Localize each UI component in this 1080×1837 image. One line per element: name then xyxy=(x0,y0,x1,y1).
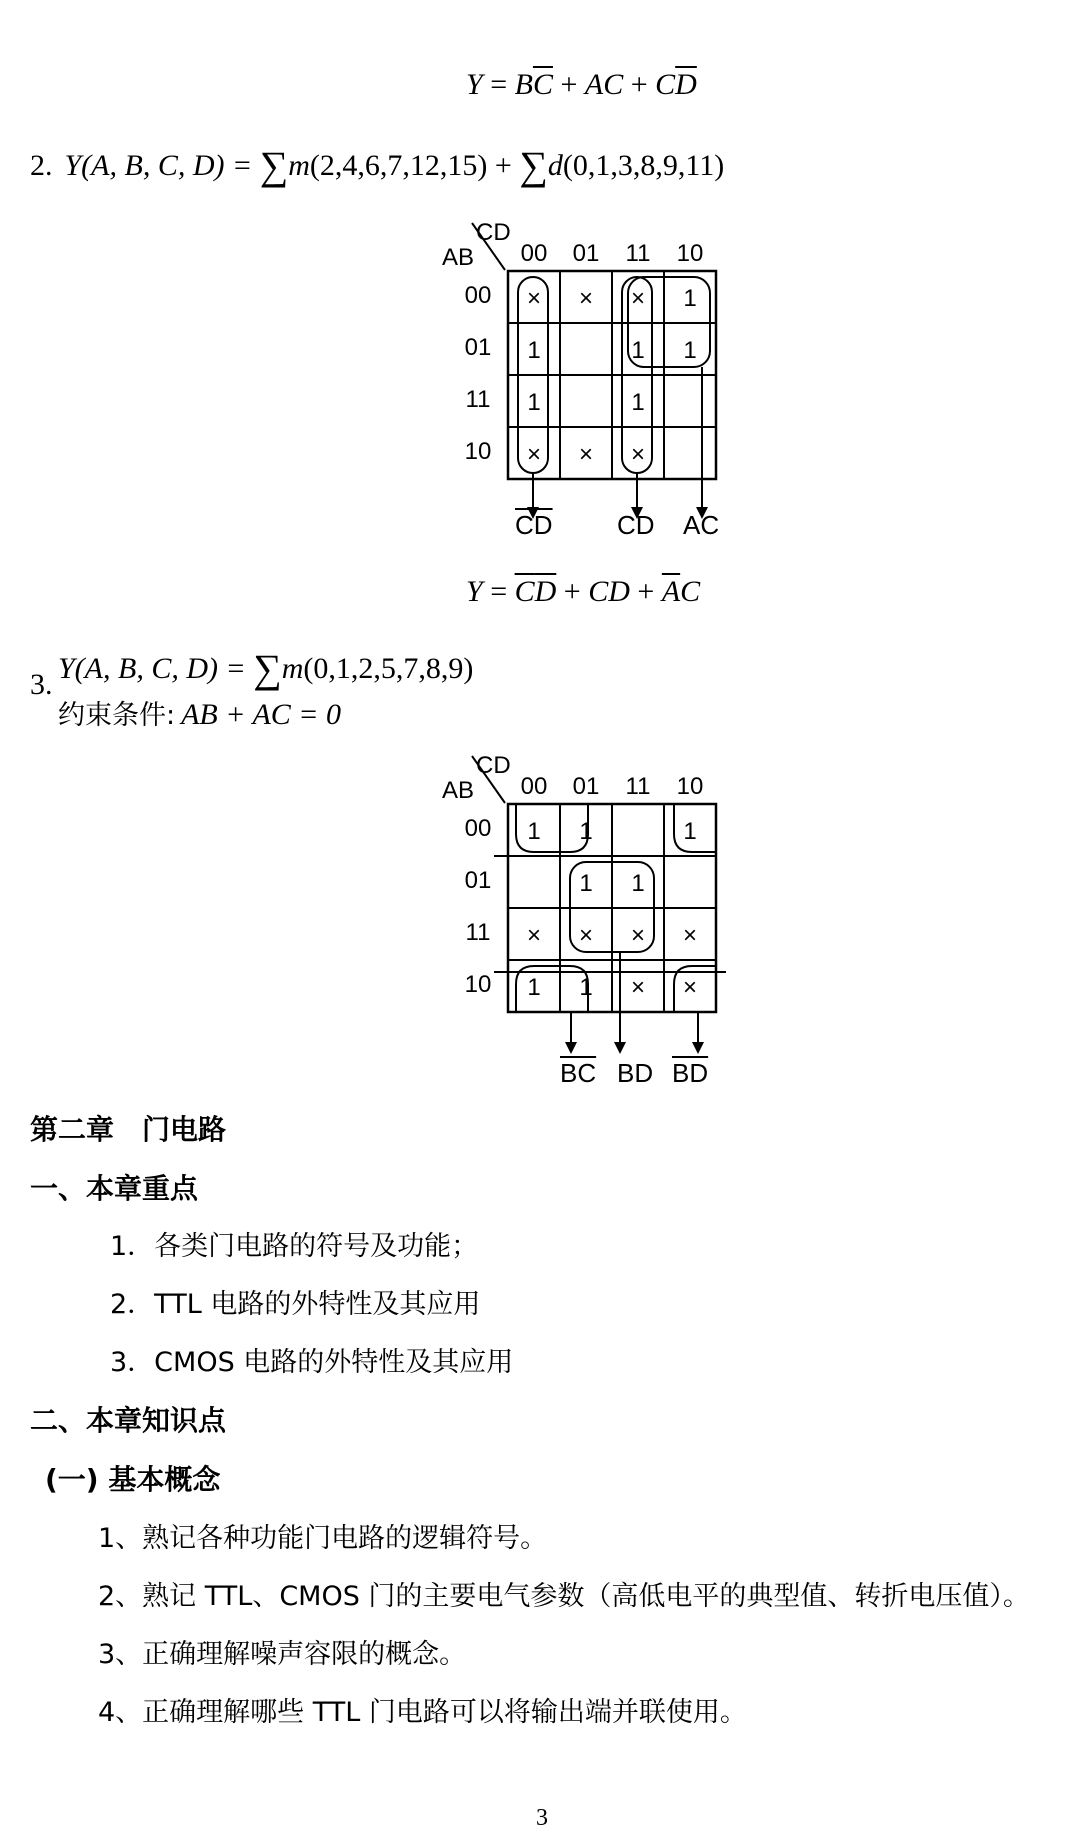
kmap1-col-0: 00 xyxy=(520,240,548,267)
kmap1-cell-0-3: 1 xyxy=(683,285,697,312)
kmap2-cell-3-1: 1 xyxy=(579,974,593,1001)
subsection-1-heading: (一) 基本概念 xyxy=(45,1463,221,1496)
kmap2-arrowhead xyxy=(565,1042,577,1054)
concept-2: 2、熟记 TTL、CMOS 门的主要电气参数（高低电平的典型值、转折电压值）。 xyxy=(98,1581,1030,1612)
kmap2-cell-2-0: × xyxy=(526,922,542,949)
kmap1-cell-3-0: × xyxy=(526,441,542,468)
key-point-1: 1．各类门电路的符号及功能； xyxy=(110,1231,479,1262)
kmap2-row-3: 10 xyxy=(464,971,492,998)
kmap2-row-0: 00 xyxy=(464,815,492,842)
kmap2-cell-2-2: × xyxy=(630,922,646,949)
key-point-2: 2．TTL 电路的外特性及其应用 xyxy=(110,1289,481,1320)
kmap1-cell-2-0: 1 xyxy=(527,389,541,416)
kmap1-col-3: 10 xyxy=(676,240,704,267)
item-3-constraint: 约束条件: AB + AC = 0 xyxy=(58,698,342,731)
concept-1: 1、熟记各种功能门电路的逻辑符号。 xyxy=(98,1523,548,1554)
kmap1-var-cd: CD xyxy=(476,219,511,246)
kmap1-row-0: 00 xyxy=(464,282,492,309)
kmap1-cell-1-3: 1 xyxy=(683,337,697,364)
kmap2-label-3: $\overline{BD}$ xyxy=(672,1058,709,1088)
kmap2-row-1: 01 xyxy=(464,867,492,894)
kmap2-col-1: 01 xyxy=(572,773,600,800)
kmap2-var-ab: AB xyxy=(442,777,475,804)
kmap1-cell-3-1: × xyxy=(578,441,594,468)
kmap1-cell-3-2: × xyxy=(630,441,646,468)
kmap2-cell-1-1: 1 xyxy=(579,870,593,897)
kmap1-cell-1-2: 1 xyxy=(631,337,645,364)
kmap2-var-cd: CD xyxy=(476,752,511,779)
kmap2-cell-3-0: 1 xyxy=(527,974,541,1001)
key-point-3: 3．CMOS 电路的外特性及其应用 xyxy=(110,1347,514,1378)
equation-2: $Y = \overline{C}\overline{D}$ + CD + $\overline{A}C$ xyxy=(466,575,701,608)
page-number: 3 xyxy=(536,1805,548,1831)
kmap2-row-2: 11 xyxy=(465,919,491,946)
kmap2-col-2: 11 xyxy=(625,773,651,800)
kmap2-arrowhead xyxy=(692,1042,704,1054)
karnaugh-map-1 xyxy=(430,215,770,545)
kmap2-col-0: 00 xyxy=(520,773,548,800)
kmap2-cell-2-3: × xyxy=(682,922,698,949)
kmap2-cell-0-1: 1 xyxy=(579,818,593,845)
kmap2-label-1: $\overline{BC}$ xyxy=(560,1058,597,1088)
item-3-number: 3. xyxy=(30,668,53,701)
kmap1-label-3: AC xyxy=(683,510,720,540)
kmap2-arrowhead xyxy=(614,1042,626,1054)
kmap1-var-ab: AB xyxy=(442,244,475,271)
kmap2-col-3: 10 xyxy=(676,773,704,800)
kmap1-cell-0-1: × xyxy=(578,285,594,312)
kmap1-col-1: 01 xyxy=(572,240,600,267)
section-1-heading: 一、本章重点 xyxy=(30,1172,199,1205)
kmap1-cell-1-0: 1 xyxy=(527,337,541,364)
kmap1-label-2: CD xyxy=(617,510,655,540)
kmap2-label-2: BD xyxy=(617,1058,654,1088)
item-2-expression: 2. Y(A, B, C, D) = ∑m(2,4,6,7,12,15) + ∑d(0,1,3,8,9,11) xyxy=(30,143,725,188)
kmap2-cell-1-2: 1 xyxy=(631,870,645,897)
kmap1-cell-0-0: × xyxy=(526,285,542,312)
kmap1-row-1: 01 xyxy=(464,334,492,361)
kmap2-cell-3-3: × xyxy=(682,974,698,1001)
kmap2-cell-2-1: × xyxy=(578,922,594,949)
kmap2-cell-0-0: 1 xyxy=(527,818,541,845)
kmap2-cell-0-3: 1 xyxy=(683,818,697,845)
equation-1: $Y = B\overline{C}$ + AC + $C\overline{D}$ xyxy=(466,68,697,101)
kmap2-cell-3-2: × xyxy=(630,974,646,1001)
kmap1-row-3: 10 xyxy=(464,438,492,465)
chapter-title: 第二章 门电路 xyxy=(30,1113,227,1146)
kmap1-row-2: 11 xyxy=(465,386,491,413)
kmap1-cell-2-2: 1 xyxy=(631,389,645,416)
kmap1-cell-0-2: × xyxy=(630,285,646,312)
item-3-expression: Y(A, B, C, D) = ∑m(0,1,2,5,7,8,9) xyxy=(58,646,474,691)
concept-4: 4、正确理解哪些 TTL 门电路可以将输出端并联使用。 xyxy=(98,1697,747,1728)
section-2-heading: 二、本章知识点 xyxy=(30,1404,227,1437)
kmap1-col-2: 11 xyxy=(625,240,651,267)
karnaugh-map-2 xyxy=(430,748,770,1088)
kmap1-label-1: $\overline{CD}$ xyxy=(515,510,553,540)
concept-3: 3、正确理解噪声容限的概念。 xyxy=(98,1639,467,1670)
